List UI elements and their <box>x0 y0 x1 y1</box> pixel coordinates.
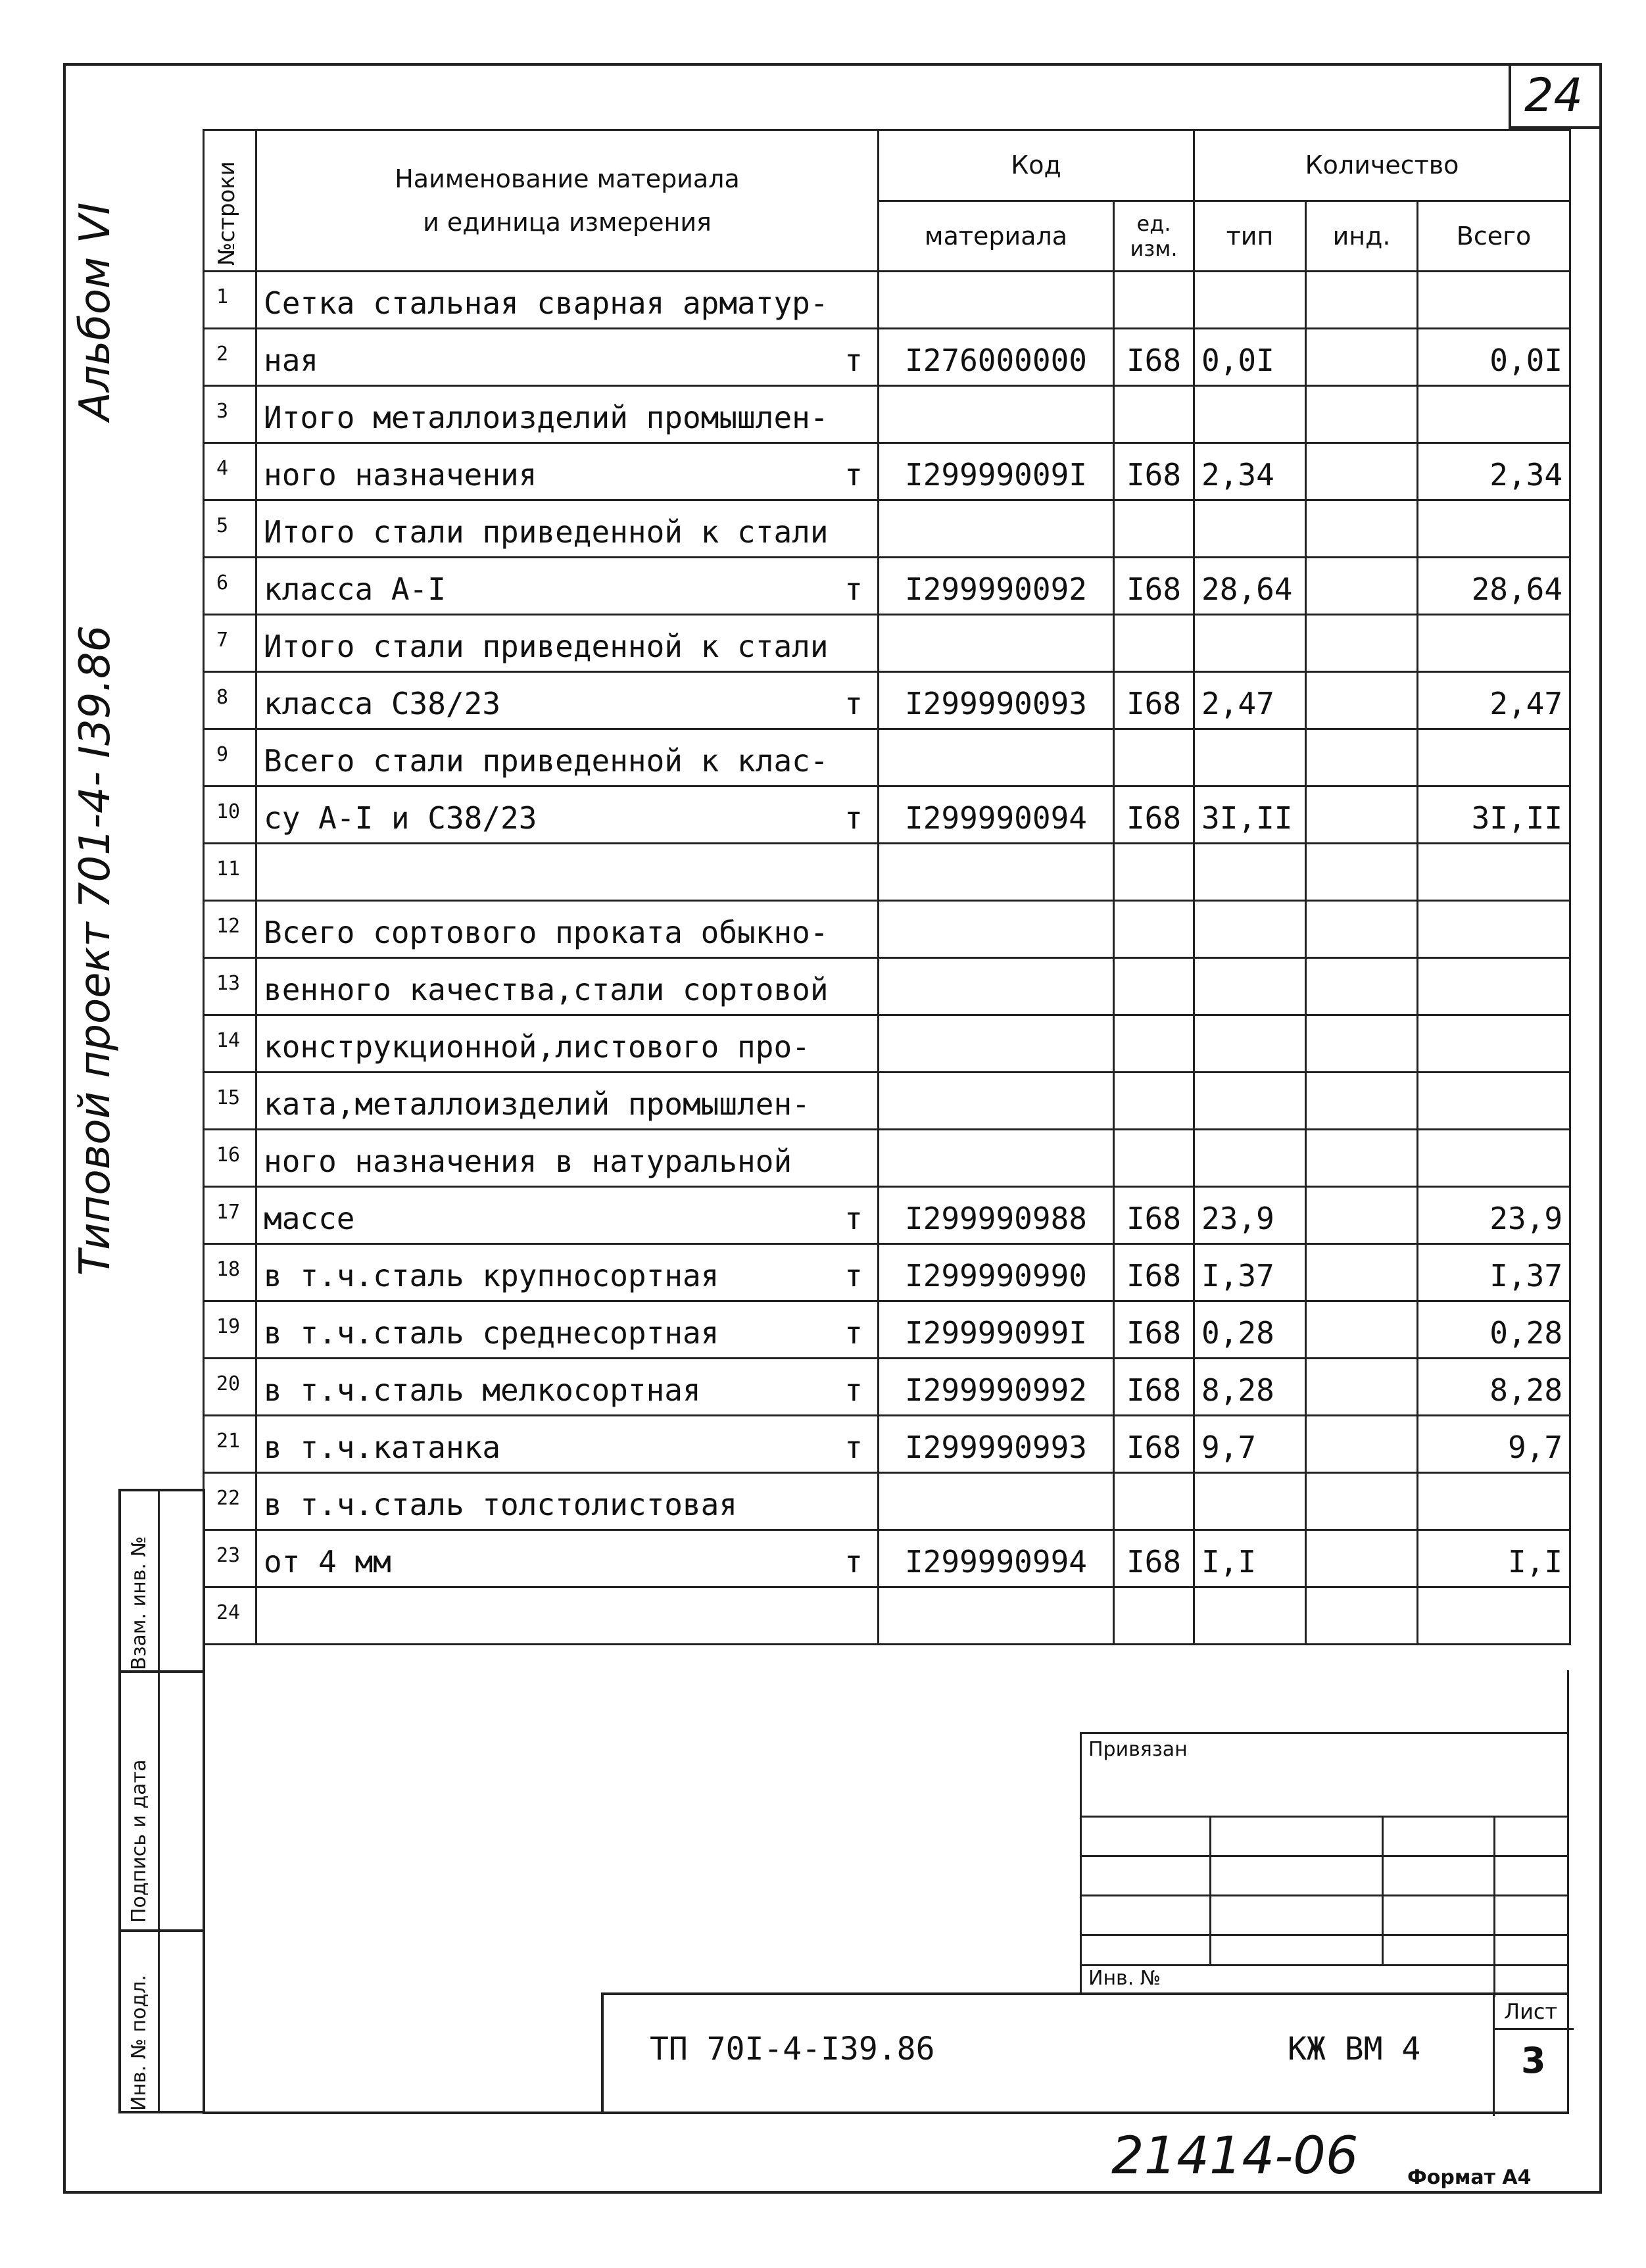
unit-code: I68 <box>1114 1187 1194 1244</box>
unit-code: I68 <box>1114 786 1194 844</box>
project-label: Типовой проект 701-4- I39.86 <box>71 625 120 1276</box>
unit-code: I68 <box>1114 1301 1194 1359</box>
material-name: Итого стали приведенной к стали <box>256 500 879 558</box>
row-number: 11 <box>204 844 256 901</box>
inv-no-label: Инв. № <box>1088 1967 1161 1990</box>
quantity-type: 0,28 <box>1194 1301 1306 1359</box>
bottom-left-line <box>203 1670 205 2113</box>
unit-mark: т <box>844 457 863 493</box>
quantity-total: I,37 <box>1418 1244 1570 1301</box>
quantity-ind <box>1306 272 1418 329</box>
quantity-ind <box>1306 386 1418 443</box>
table-row <box>204 500 1570 558</box>
header-name: Наименование материала и единица измерения <box>256 130 879 272</box>
quantity-type <box>1194 1015 1306 1073</box>
material-name: Всего стали приведенной к клас- <box>256 729 879 786</box>
material-name: Всего сортового проката обыкно- <box>256 901 879 958</box>
quantity-total <box>1418 1073 1570 1130</box>
quantity-ind <box>1306 844 1418 901</box>
row-number: 1 <box>204 272 256 329</box>
quantity-total: 28,64 <box>1418 558 1570 615</box>
row-number: 23 <box>204 1530 256 1587</box>
table-row <box>204 844 1570 901</box>
sheet-label: Лист <box>1504 1999 1558 2024</box>
row-number: 7 <box>204 615 256 672</box>
table-row <box>204 1130 1570 1187</box>
quantity-ind <box>1306 901 1418 958</box>
table-row <box>204 329 1570 386</box>
material-name: от 4 мм т <box>256 1530 879 1587</box>
material-name: ного назначения т <box>256 443 879 500</box>
quantity-total <box>1418 1587 1570 1645</box>
unit-code: I68 <box>1114 1530 1194 1587</box>
unit-code <box>1114 844 1194 901</box>
quantity-ind <box>1306 558 1418 615</box>
material-code <box>879 1473 1114 1530</box>
quantity-type: 8,28 <box>1194 1359 1306 1416</box>
material-name <box>256 844 879 901</box>
unit-mark: т <box>844 1544 863 1580</box>
quantity-total <box>1418 1130 1570 1187</box>
table-row <box>204 1187 1570 1244</box>
unit-code <box>1114 901 1194 958</box>
material-code <box>879 1015 1114 1073</box>
side-box-podpis <box>118 1670 205 1932</box>
quantity-total: 2,47 <box>1418 672 1570 729</box>
table-row <box>204 558 1570 615</box>
unit-code: I68 <box>1114 1416 1194 1473</box>
material-code <box>879 958 1114 1015</box>
material-code: I299990994 <box>879 1530 1114 1587</box>
table-row <box>204 1301 1570 1359</box>
unit-code <box>1114 386 1194 443</box>
unit-code <box>1114 615 1194 672</box>
row-number: 2 <box>204 329 256 386</box>
material-name: ная т <box>256 329 879 386</box>
material-name: конструкционной,листового про- <box>256 1015 879 1073</box>
header-code: Код <box>879 130 1194 201</box>
row-number: 14 <box>204 1015 256 1073</box>
material-code: I299990094 <box>879 786 1114 844</box>
material-name: Сетка стальная сварная арматур- <box>256 272 879 329</box>
row-number: 21 <box>204 1416 256 1473</box>
material-name: в т.ч.сталь толстолистовая <box>256 1473 879 1530</box>
quantity-ind <box>1306 329 1418 386</box>
material-code: I299990093 <box>879 672 1114 729</box>
header-material: материала <box>879 201 1114 272</box>
header-row-no: №строки <box>204 130 256 272</box>
quantity-total <box>1418 1015 1570 1073</box>
quantity-ind <box>1306 1416 1418 1473</box>
side-inv-podl-label: Инв. № подл. <box>128 1975 151 2111</box>
row-number: 22 <box>204 1473 256 1530</box>
quantity-total: 2,34 <box>1418 443 1570 500</box>
unit-code <box>1114 1587 1194 1645</box>
unit-mark: т <box>844 571 863 607</box>
material-name: в т.ч.катанка т <box>256 1416 879 1473</box>
material-code: I299990092 <box>879 558 1114 615</box>
table-row <box>204 729 1570 786</box>
material-code: I299990990 <box>879 1244 1114 1301</box>
row-number: 15 <box>204 1073 256 1130</box>
material-name: класса А-I т <box>256 558 879 615</box>
unit-code <box>1114 272 1194 329</box>
table-row <box>204 672 1570 729</box>
table-row <box>204 272 1570 329</box>
sheet-number: 3 <box>1521 2040 1546 2081</box>
unit-code: I68 <box>1114 672 1194 729</box>
quantity-type: 3I,II <box>1194 786 1306 844</box>
quantity-type: 9,7 <box>1194 1416 1306 1473</box>
quantity-type: 2,34 <box>1194 443 1306 500</box>
material-name: Итого металлоизделий промышлен- <box>256 386 879 443</box>
title-block <box>601 1992 1569 2113</box>
quantity-ind <box>1306 672 1418 729</box>
privyazan-block <box>1080 1732 1569 1995</box>
material-code <box>879 1130 1114 1187</box>
material-code <box>879 729 1114 786</box>
quantity-ind <box>1306 615 1418 672</box>
table-row <box>204 615 1570 672</box>
quantity-type: 0,0I <box>1194 329 1306 386</box>
quantity-ind <box>1306 1301 1418 1359</box>
quantity-ind <box>1306 1187 1418 1244</box>
quantity-ind <box>1306 729 1418 786</box>
quantity-ind <box>1306 958 1418 1015</box>
table-row <box>204 1359 1570 1416</box>
quantity-type <box>1194 901 1306 958</box>
quantity-type: 2,47 <box>1194 672 1306 729</box>
table-row <box>204 1473 1570 1530</box>
quantity-ind <box>1306 1587 1418 1645</box>
quantity-type <box>1194 958 1306 1015</box>
material-name: в т.ч.сталь среднесортная т <box>256 1301 879 1359</box>
quantity-total <box>1418 1473 1570 1530</box>
unit-code <box>1114 1473 1194 1530</box>
materials-table <box>203 129 1571 1645</box>
quantity-ind <box>1306 1073 1418 1130</box>
row-number: 18 <box>204 1244 256 1301</box>
quantity-type <box>1194 615 1306 672</box>
row-number: 20 <box>204 1359 256 1416</box>
quantity-total <box>1418 386 1570 443</box>
quantity-total: 0,28 <box>1418 1301 1570 1359</box>
row-number: 8 <box>204 672 256 729</box>
unit-code <box>1114 1015 1194 1073</box>
unit-code <box>1114 1073 1194 1130</box>
quantity-type <box>1194 1073 1306 1130</box>
row-number: 5 <box>204 500 256 558</box>
material-name: су А-I и С38/23 т <box>256 786 879 844</box>
quantity-type: 23,9 <box>1194 1187 1306 1244</box>
material-code: I276000000 <box>879 329 1114 386</box>
row-number: 12 <box>204 901 256 958</box>
material-code <box>879 500 1114 558</box>
row-number: 3 <box>204 386 256 443</box>
header-quantity: Количество <box>1194 130 1570 201</box>
header-type: тип <box>1194 201 1306 272</box>
unit-code <box>1114 500 1194 558</box>
header-total: Всего <box>1418 201 1570 272</box>
side-vzam-label: Взам. инв. № <box>128 1536 151 1670</box>
quantity-total <box>1418 958 1570 1015</box>
unit-code <box>1114 1130 1194 1187</box>
unit-mark: т <box>844 800 863 836</box>
row-number: 9 <box>204 729 256 786</box>
quantity-total: I,I <box>1418 1530 1570 1587</box>
quantity-ind <box>1306 1473 1418 1530</box>
quantity-total: 23,9 <box>1418 1187 1570 1244</box>
material-name: класса С38/23 т <box>256 672 879 729</box>
unit-mark: т <box>844 1201 863 1236</box>
header-ind: инд. <box>1306 201 1418 272</box>
material-name: ного назначения в натуральной <box>256 1130 879 1187</box>
unit-mark: т <box>844 1258 863 1293</box>
album-label: Альбом VI <box>71 202 120 421</box>
quantity-total <box>1418 729 1570 786</box>
quantity-type <box>1194 500 1306 558</box>
quantity-total <box>1418 615 1570 672</box>
quantity-type <box>1194 386 1306 443</box>
table-row <box>204 443 1570 500</box>
quantity-total: 9,7 <box>1418 1416 1570 1473</box>
header-unit: ед. изм. <box>1114 201 1194 272</box>
quantity-total <box>1418 272 1570 329</box>
row-number: 17 <box>204 1187 256 1244</box>
quantity-total <box>1418 500 1570 558</box>
quantity-type: I,37 <box>1194 1244 1306 1301</box>
unit-code <box>1114 958 1194 1015</box>
unit-code: I68 <box>1114 1359 1194 1416</box>
material-code: I299990992 <box>879 1359 1114 1416</box>
material-code <box>879 386 1114 443</box>
quantity-type: I,I <box>1194 1530 1306 1587</box>
quantity-type <box>1194 729 1306 786</box>
table-row <box>204 958 1570 1015</box>
row-number: 13 <box>204 958 256 1015</box>
material-code <box>879 272 1114 329</box>
row-number: 10 <box>204 786 256 844</box>
table-row <box>204 1530 1570 1587</box>
quantity-total: 3I,II <box>1418 786 1570 844</box>
material-name: в т.ч.сталь крупносортная т <box>256 1244 879 1301</box>
table-row <box>204 1244 1570 1301</box>
table-row <box>204 1587 1570 1645</box>
quantity-ind <box>1306 786 1418 844</box>
side-box-inv-podl <box>118 1929 205 2113</box>
side-box-vzam <box>118 1489 205 1673</box>
row-number: 19 <box>204 1301 256 1359</box>
row-number: 6 <box>204 558 256 615</box>
material-code <box>879 615 1114 672</box>
quantity-total: 8,28 <box>1418 1359 1570 1416</box>
quantity-type <box>1194 844 1306 901</box>
quantity-type <box>1194 1130 1306 1187</box>
privyazan-label: Привязан <box>1088 1738 1188 1761</box>
row-number: 16 <box>204 1130 256 1187</box>
quantity-ind <box>1306 443 1418 500</box>
quantity-type <box>1194 1473 1306 1530</box>
unit-mark: т <box>844 343 863 378</box>
unit-mark: т <box>844 1315 863 1351</box>
material-name: Итого стали приведенной к стали <box>256 615 879 672</box>
table-row <box>204 786 1570 844</box>
quantity-type: 28,64 <box>1194 558 1306 615</box>
material-name: венного качества,стали сортовой <box>256 958 879 1015</box>
table-row <box>204 1015 1570 1073</box>
quantity-ind <box>1306 1130 1418 1187</box>
doc-mark: КЖ ВМ 4 <box>1288 2031 1421 2067</box>
quantity-ind <box>1306 1530 1418 1587</box>
unit-code <box>1114 729 1194 786</box>
unit-mark: т <box>844 686 863 721</box>
material-code <box>879 901 1114 958</box>
side-podpis-label: Подпись и дата <box>128 1759 151 1923</box>
quantity-ind <box>1306 1359 1418 1416</box>
unit-code: I68 <box>1114 443 1194 500</box>
quantity-total <box>1418 901 1570 958</box>
material-name: массе т <box>256 1187 879 1244</box>
table-row <box>204 1073 1570 1130</box>
row-number: 4 <box>204 443 256 500</box>
handwritten-number: 21414-06 <box>1111 2127 1359 2186</box>
unit-mark: т <box>844 1430 863 1465</box>
material-code: I29999009I <box>879 443 1114 500</box>
material-code <box>879 844 1114 901</box>
unit-code: I68 <box>1114 558 1194 615</box>
material-code <box>879 1073 1114 1130</box>
material-name: ката,металлоизделий промышлен- <box>256 1073 879 1130</box>
material-code: I29999099I <box>879 1301 1114 1359</box>
row-number: 24 <box>204 1587 256 1645</box>
quantity-total <box>1418 844 1570 901</box>
material-name <box>256 1587 879 1645</box>
quantity-ind <box>1306 1244 1418 1301</box>
material-code: I299990993 <box>879 1416 1114 1473</box>
page-number: 24 <box>1524 68 1584 122</box>
quantity-type <box>1194 272 1306 329</box>
material-code: I299990988 <box>879 1187 1114 1244</box>
table-row <box>204 901 1570 958</box>
material-name: в т.ч.сталь мелкосортная т <box>256 1359 879 1416</box>
quantity-ind <box>1306 500 1418 558</box>
table-row <box>204 386 1570 443</box>
format-label: Формат А4 <box>1407 2166 1532 2189</box>
unit-code: I68 <box>1114 1244 1194 1301</box>
quantity-ind <box>1306 1015 1418 1073</box>
material-code <box>879 1587 1114 1645</box>
doc-code: ТП 70I-4-I39.86 <box>650 2031 935 2067</box>
table-row <box>204 1416 1570 1473</box>
quantity-total: 0,0I <box>1418 329 1570 386</box>
unit-mark: т <box>844 1372 863 1408</box>
unit-code: I68 <box>1114 329 1194 386</box>
quantity-type <box>1194 1587 1306 1645</box>
